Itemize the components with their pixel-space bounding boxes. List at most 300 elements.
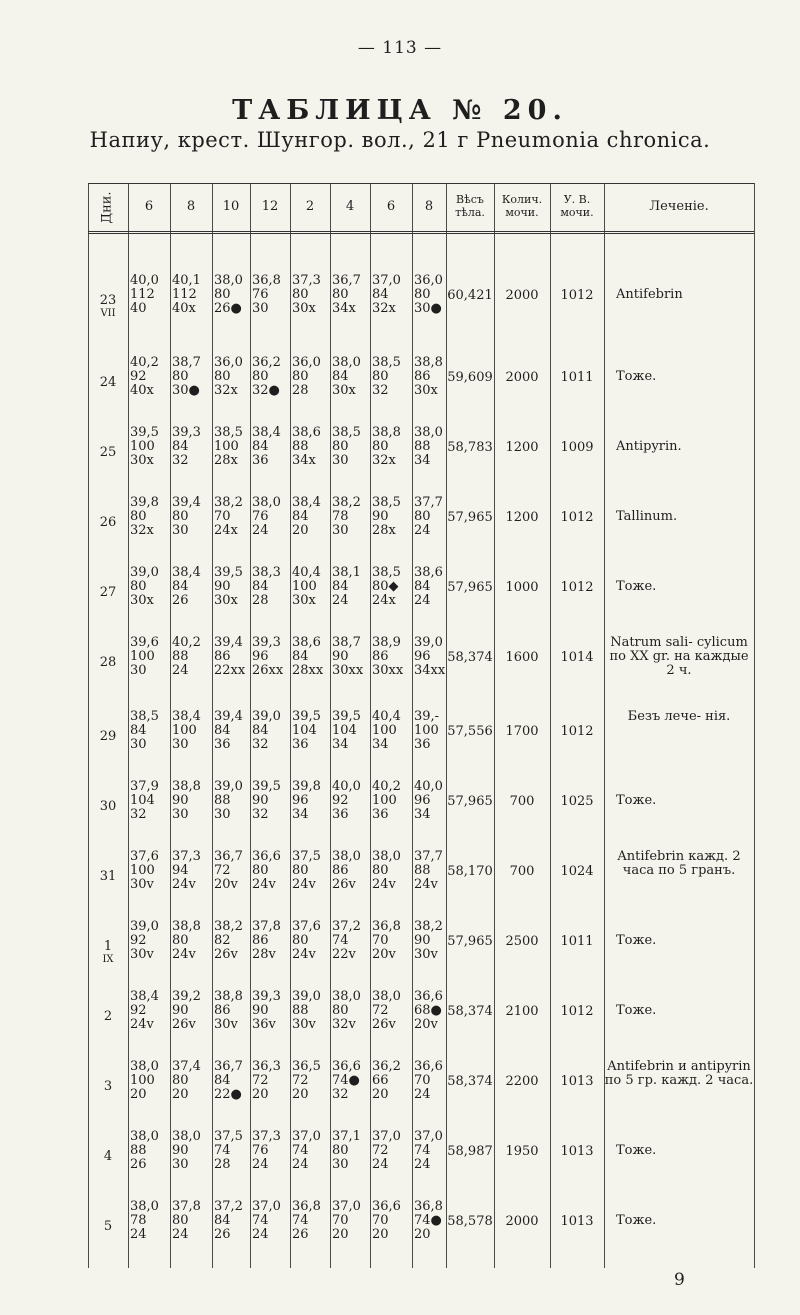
temperature-value: 38,4	[172, 709, 201, 724]
reading-cell	[292, 710, 321, 752]
pulse-value: 80	[292, 287, 309, 302]
reading-cell	[372, 780, 401, 822]
body-weight: 57,965	[447, 510, 493, 525]
pulse-value: 74	[292, 1213, 309, 1228]
treatment-note: Natrum sali- cylicum по XX gr. на каждые 2 ч.	[609, 635, 749, 678]
treatment-note: Antifebrin	[616, 287, 683, 302]
respiration-value: 30x	[130, 453, 154, 468]
pulse-value: 80	[292, 933, 309, 948]
day-number	[88, 1080, 128, 1094]
day-number	[88, 870, 128, 884]
pulse-value: 84	[252, 579, 269, 594]
pulse-value: 80	[414, 287, 431, 302]
treatment-note: Antifebrin и antipyrin по 5 гр. кажд. 2 часа.	[604, 1059, 754, 1088]
pulse-value: 112	[172, 287, 197, 302]
pulse-value: 100	[130, 863, 155, 878]
reading-cell	[292, 356, 321, 398]
reading-cell	[292, 566, 321, 608]
reading-cell	[292, 1130, 321, 1172]
column-separator	[604, 183, 605, 1268]
reading-cell	[130, 496, 159, 538]
respiration-value: 20v	[414, 1017, 438, 1032]
reading-cell	[332, 426, 361, 468]
reading-cell	[414, 566, 443, 608]
respiration-value: 30●	[414, 301, 442, 316]
urine-specific-gravity: 1012	[560, 1004, 594, 1019]
reading-cell	[292, 426, 321, 468]
respiration-value: 24v	[130, 1017, 154, 1032]
temperature-value: 40,0	[130, 273, 159, 288]
respiration-value: 32	[252, 737, 269, 752]
header-hour: 6	[144, 198, 154, 214]
temperature-value: 38,5	[130, 709, 159, 724]
temperature-value: 37,7	[414, 849, 443, 864]
pulse-value: 80	[332, 439, 349, 454]
urine-specific-gravity: 1013	[560, 1074, 594, 1089]
reading-cell	[130, 274, 159, 316]
pulse-value: 100	[172, 723, 197, 738]
urine-specific-gravity: 1012	[560, 580, 594, 595]
reading-cell	[332, 356, 361, 398]
respiration-value: 24	[414, 1157, 431, 1172]
pulse-value: 94	[172, 863, 189, 878]
reading-cell	[372, 1060, 401, 1102]
respiration-value: 24v	[292, 947, 316, 962]
pulse-value: 74	[252, 1213, 269, 1228]
temperature-value: 39,5	[130, 425, 159, 440]
respiration-value: 22v	[332, 947, 356, 962]
temperature-value: 38,1	[332, 565, 361, 580]
reading-cell	[414, 850, 443, 892]
reading-cell	[332, 496, 361, 538]
body-weight: 58,987	[447, 1144, 493, 1159]
respiration-value: 34	[414, 453, 431, 468]
respiration-value: 20v	[214, 877, 238, 892]
treatment-note: Безъ лече- нія.	[627, 709, 731, 724]
reading-cell	[252, 780, 281, 822]
pulse-value: 90	[172, 793, 189, 808]
header-treatment: Леченіе.	[649, 198, 709, 214]
pulse-value: 104	[130, 793, 155, 808]
reading-cell	[332, 1060, 361, 1102]
reading-cell	[292, 780, 321, 822]
temperature-value: 38,0	[252, 495, 281, 510]
pulse-value: 88	[172, 649, 189, 664]
pulse-value: 90	[172, 1143, 189, 1158]
urine-specific-gravity: 1014	[560, 650, 594, 665]
respiration-value: 28x	[372, 523, 396, 538]
respiration-value: 20v	[372, 947, 396, 962]
pulse-value: 70	[214, 509, 231, 524]
page-title: ТАБЛИЦА № 20.	[232, 95, 568, 126]
body-weight: 58,374	[447, 1004, 493, 1019]
respiration-value: 20	[292, 523, 309, 538]
temperature-value: 39,5	[292, 709, 321, 724]
pulse-value: 84	[414, 579, 431, 594]
respiration-value: 20	[172, 1087, 189, 1102]
day-number	[88, 800, 128, 814]
reading-cell	[414, 1060, 443, 1102]
temperature-value: 36,8	[252, 273, 281, 288]
pulse-value: 86	[332, 863, 349, 878]
respiration-value: 26	[292, 1227, 309, 1242]
respiration-value: 34	[332, 737, 349, 752]
pulse-value: 80	[172, 369, 189, 384]
pulse-value: 80	[332, 287, 349, 302]
treatment-note: Тоже.	[616, 1213, 657, 1228]
month-label: VII	[100, 308, 116, 320]
pulse-value: 104	[292, 723, 317, 738]
reading-cell	[252, 710, 281, 752]
pulse-value: 86	[372, 649, 389, 664]
respiration-value: 28	[292, 383, 309, 398]
table-rule	[88, 233, 754, 234]
temperature-value: 38,0	[130, 1199, 159, 1214]
pulse-value: 90	[414, 933, 431, 948]
pulse-value: 84	[252, 723, 269, 738]
urine-specific-gravity: 1024	[560, 864, 594, 879]
body-weight: 58,578	[447, 1214, 493, 1229]
respiration-value: 24v	[372, 877, 396, 892]
respiration-value: 24	[292, 1157, 309, 1172]
respiration-value: 24v	[252, 877, 276, 892]
temperature-value: 39,4	[214, 709, 243, 724]
temperature-value: 39,0	[130, 565, 159, 580]
pulse-value: 100	[130, 439, 155, 454]
reading-cell	[214, 496, 243, 538]
temperature-value: 38,0	[332, 355, 361, 370]
pulse-value: 100	[372, 793, 397, 808]
pulse-value: 84	[332, 369, 349, 384]
temperature-value: 38,6	[292, 635, 321, 650]
page-number: — 113 —	[357, 38, 443, 58]
temperature-value: 40,0	[332, 779, 361, 794]
column-separator	[370, 183, 371, 1268]
reading-cell	[414, 780, 443, 822]
reading-cell	[214, 636, 245, 678]
pulse-value: 74	[292, 1143, 309, 1158]
pulse-value: 96	[414, 649, 431, 664]
respiration-value: 24	[414, 523, 431, 538]
respiration-value: 36	[292, 737, 309, 752]
urine-quantity: 2500	[505, 934, 539, 949]
respiration-value: 34	[372, 737, 389, 752]
temperature-value: 37,0	[292, 1129, 321, 1144]
temperature-value: 38,4	[292, 495, 321, 510]
urine-specific-gravity: 1009	[560, 440, 594, 455]
day-number	[88, 376, 128, 390]
temperature-value: 37,7	[414, 495, 443, 510]
urine-specific-gravity: 1011	[560, 370, 594, 385]
temperature-value: 37,5	[292, 849, 321, 864]
pulse-value: 90	[252, 793, 269, 808]
respiration-value: 30x	[214, 593, 238, 608]
urine-quantity: 700	[509, 794, 535, 809]
reading-cell	[252, 1130, 281, 1172]
respiration-value: 26	[130, 1157, 147, 1172]
reading-cell	[292, 850, 321, 892]
respiration-value: 34x	[292, 453, 316, 468]
reading-cell	[214, 710, 243, 752]
reading-cell	[172, 356, 201, 398]
column-separator	[88, 183, 89, 1268]
header-specific-gravity: У. В. мочи.	[560, 193, 594, 219]
respiration-value: 26	[214, 1227, 231, 1242]
pulse-value: 70	[414, 1073, 431, 1088]
respiration-value: 32x	[372, 301, 396, 316]
respiration-value: 28	[252, 593, 269, 608]
reading-cell	[172, 920, 201, 962]
pulse-value: 80	[332, 1143, 349, 1158]
day-number	[88, 656, 128, 670]
pulse-value: 72	[372, 1003, 389, 1018]
pulse-value: 72	[214, 863, 231, 878]
respiration-value: 24v	[172, 947, 196, 962]
pulse-value: 100	[214, 439, 239, 454]
column-separator	[290, 183, 291, 1268]
respiration-value: 30	[130, 737, 147, 752]
pulse-value: 68●	[414, 1003, 442, 1018]
respiration-value: 32	[372, 383, 389, 398]
respiration-value: 34xx	[414, 663, 446, 678]
pulse-value: 80	[292, 369, 309, 384]
day-value: 5	[103, 1219, 113, 1234]
temperature-value: 39,8	[292, 779, 321, 794]
day-value: 1	[103, 939, 113, 954]
header-hour: 12	[261, 198, 279, 214]
respiration-value: 30v	[130, 877, 154, 892]
pulse-value: 72	[292, 1073, 309, 1088]
pulse-value: 80	[292, 863, 309, 878]
reading-cell	[252, 850, 281, 892]
respiration-value: 34	[414, 807, 431, 822]
respiration-value: 24	[414, 593, 431, 608]
temperature-value: 38,4	[130, 989, 159, 1004]
reading-cell	[214, 920, 243, 962]
respiration-value: 24v	[172, 877, 196, 892]
reading-cell	[214, 1060, 243, 1102]
treatment-note: Тоже.	[616, 933, 657, 948]
temperature-value: 40,4	[372, 709, 401, 724]
column-separator	[330, 183, 331, 1268]
temperature-value: 38,0	[332, 989, 361, 1004]
pulse-value: 86	[214, 649, 231, 664]
temperature-value: 37,8	[172, 1199, 201, 1214]
temperature-value: 38,8	[414, 355, 443, 370]
pulse-value: 76	[252, 509, 269, 524]
temperature-value: 39,4	[214, 635, 243, 650]
reading-cell	[292, 920, 321, 962]
reading-cell	[414, 1130, 443, 1172]
temperature-value: 38,0	[214, 273, 243, 288]
body-weight: 57,965	[447, 794, 493, 809]
respiration-value: 32x	[214, 383, 238, 398]
temperature-value: 37,6	[130, 849, 159, 864]
temperature-value: 39,5	[332, 709, 361, 724]
temperature-value: 39,3	[252, 989, 281, 1004]
day-value: 31	[99, 869, 117, 884]
reading-cell	[172, 1130, 201, 1172]
urine-quantity: 2200	[505, 1074, 539, 1089]
pulse-value: 92	[332, 793, 349, 808]
reading-cell	[172, 850, 201, 892]
respiration-value: 30	[252, 301, 269, 316]
day-number	[88, 1010, 128, 1024]
respiration-value: 32x	[130, 523, 154, 538]
urine-quantity: 1600	[505, 650, 539, 665]
respiration-value: 30	[332, 523, 349, 538]
header-hour: 8	[186, 198, 196, 214]
treatment-note: Тоже.	[616, 579, 657, 594]
respiration-value: 32x	[372, 453, 396, 468]
respiration-value: 30v	[130, 947, 154, 962]
pulse-value: 74●	[332, 1073, 360, 1088]
temperature-value: 37,0	[372, 1129, 401, 1144]
reading-cell	[252, 1200, 281, 1242]
reading-cell	[292, 636, 323, 678]
body-weight: 59,609	[447, 370, 493, 385]
temperature-value: 37,4	[172, 1059, 201, 1074]
reading-cell	[172, 426, 201, 468]
respiration-value: 30v	[214, 1017, 238, 1032]
reading-cell	[172, 274, 201, 316]
reading-cell	[214, 850, 243, 892]
pulse-value: 74	[414, 1143, 431, 1158]
respiration-value: 24	[414, 1087, 431, 1102]
temperature-value: 36,2	[252, 355, 281, 370]
respiration-value: 24	[172, 1227, 189, 1242]
urine-quantity: 1700	[505, 724, 539, 739]
respiration-value: 30x	[414, 383, 438, 398]
respiration-value: 30x	[332, 383, 356, 398]
temperature-value: 38,4	[172, 565, 201, 580]
reading-cell	[372, 426, 401, 468]
pulse-value: 84	[252, 439, 269, 454]
pulse-value: 84	[214, 1213, 231, 1228]
body-weight: 58,374	[447, 650, 493, 665]
temperature-value: 37,0	[332, 1199, 361, 1214]
urine-specific-gravity: 1025	[560, 794, 594, 809]
day-value: 23	[99, 293, 117, 308]
respiration-value: 36	[372, 807, 389, 822]
temperature-value: 40,1	[172, 273, 201, 288]
reading-cell	[414, 636, 445, 678]
respiration-value: 24v	[292, 877, 316, 892]
pulse-value: 80	[172, 1073, 189, 1088]
respiration-value: 20	[414, 1227, 431, 1242]
respiration-value: 34x	[332, 301, 356, 316]
respiration-value: 26●	[214, 301, 242, 316]
reading-cell	[332, 566, 361, 608]
treatment-note: Tallinum.	[616, 509, 678, 524]
reading-cell	[252, 920, 281, 962]
respiration-value: 30x	[130, 593, 154, 608]
reading-cell	[372, 920, 401, 962]
table-rule	[88, 231, 754, 232]
temperature-value: 36,0	[414, 273, 443, 288]
day-value: 28	[99, 655, 117, 670]
reading-cell	[130, 780, 159, 822]
pulse-value: 88	[414, 439, 431, 454]
temperature-value: 36,7	[214, 1059, 243, 1074]
reading-cell	[252, 496, 281, 538]
reading-cell	[214, 566, 243, 608]
pulse-value: 90	[214, 579, 231, 594]
reading-cell	[130, 1200, 159, 1242]
pulse-value: 80	[172, 1213, 189, 1228]
respiration-value: 40x	[172, 301, 196, 316]
pulse-value: 100	[414, 723, 439, 738]
temperature-value: 38,6	[292, 425, 321, 440]
reading-cell	[332, 850, 361, 892]
temperature-value: 40,2	[372, 779, 401, 794]
pulse-value: 84	[372, 287, 389, 302]
temperature-value: 36,7	[332, 273, 361, 288]
pulse-value: 88	[292, 439, 309, 454]
urine-quantity: 1950	[505, 1144, 539, 1159]
pulse-value: 74	[214, 1143, 231, 1158]
temperature-value: 36,3	[252, 1059, 281, 1074]
reading-cell	[172, 1200, 201, 1242]
respiration-value: 30	[172, 737, 189, 752]
pulse-value: 86	[414, 369, 431, 384]
pulse-value: 84	[172, 579, 189, 594]
reading-cell	[130, 566, 159, 608]
pulse-value: 70	[372, 1213, 389, 1228]
temperature-value: 40,4	[292, 565, 321, 580]
pulse-value: 84	[214, 1073, 231, 1088]
header-day-label: Дни.	[99, 190, 115, 224]
respiration-value: 28v	[252, 947, 276, 962]
header-hour: 4	[345, 198, 355, 214]
reading-cell	[172, 710, 201, 752]
temperature-value: 38,0	[414, 425, 443, 440]
temperature-value: 37,1	[332, 1129, 361, 1144]
column-separator	[250, 183, 251, 1268]
reading-cell	[292, 496, 321, 538]
respiration-value: 28x	[214, 453, 238, 468]
respiration-value: 28	[214, 1157, 231, 1172]
reading-cell	[332, 274, 361, 316]
respiration-value: 32	[130, 807, 147, 822]
temperature-value: 39,3	[172, 425, 201, 440]
temperature-value: 36,0	[292, 355, 321, 370]
temperature-value: 40,2	[172, 635, 201, 650]
urine-specific-gravity: 1012	[560, 288, 594, 303]
temperature-value: 36,2	[372, 1059, 401, 1074]
temperature-value: 39,5	[214, 565, 243, 580]
temperature-value: 38,5	[372, 355, 401, 370]
urine-specific-gravity: 1013	[560, 1214, 594, 1229]
reading-cell	[414, 990, 443, 1032]
temperature-value: 38,2	[214, 495, 243, 510]
day-value: 3	[103, 1079, 113, 1094]
reading-cell	[130, 1060, 159, 1102]
respiration-value: 26v	[172, 1017, 196, 1032]
temperature-value: 38,0	[130, 1059, 159, 1074]
reading-cell	[172, 636, 201, 678]
temperature-value: 40,2	[130, 355, 159, 370]
temperature-value: 37,2	[332, 919, 361, 934]
respiration-value: 22●	[214, 1087, 242, 1102]
reading-cell	[414, 356, 443, 398]
pulse-value: 100	[130, 649, 155, 664]
respiration-value: 30v	[414, 947, 438, 962]
treatment-note: Тоже.	[616, 1143, 657, 1158]
respiration-value: 24x	[214, 523, 238, 538]
day-value: 4	[103, 1149, 113, 1164]
temperature-value: 38,7	[332, 635, 361, 650]
